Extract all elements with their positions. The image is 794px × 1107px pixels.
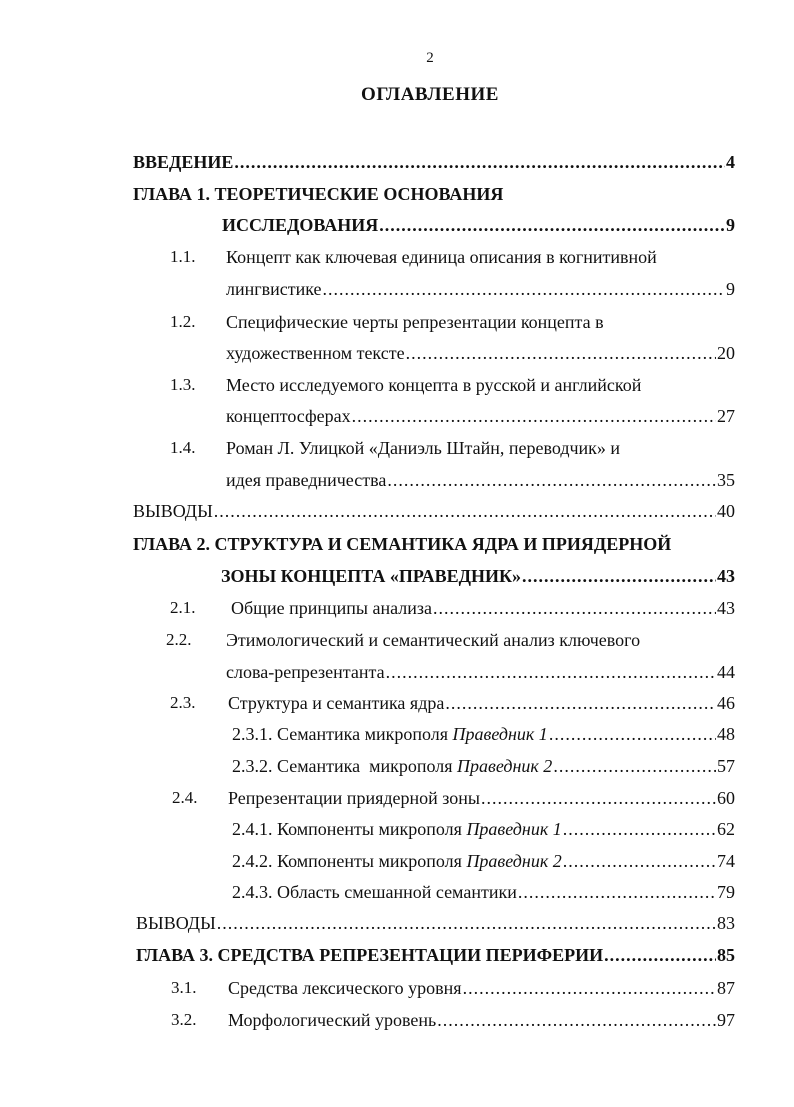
toc-section-number: 1.2. <box>170 312 196 331</box>
dot-leader <box>481 786 716 810</box>
toc-entry-label: 2.3.2. Семантика микрополя <box>232 756 457 776</box>
dot-leader <box>463 976 716 1000</box>
toc-entry-text: Структура и семантика ядра <box>228 693 445 713</box>
toc-page-number: 79 <box>717 882 735 902</box>
toc-entry-text: концептосферах <box>226 406 351 426</box>
toc-section-2-2-title: Этимологический и семантический анализ ключевого <box>226 630 641 650</box>
toc-page-number: 46 <box>717 693 735 713</box>
toc-entry-text: Общие принципы анализа <box>231 598 433 618</box>
toc-entry-text: ЗОНЫ КОНЦЕПТА «ПРАВЕДНИК» <box>221 566 522 586</box>
toc-section-number: 1.1. <box>170 247 196 266</box>
toc-page-number: 4 <box>726 152 735 172</box>
toc-entry-italic: Праведник 1 <box>466 819 562 839</box>
toc-section-1-4-title: Роман Л. Улицкой «Даниэль Штайн, переводчик» и <box>226 438 621 458</box>
toc-entry-italic: Праведник 1 <box>452 724 548 744</box>
dot-leader <box>563 817 716 841</box>
dot-leader <box>323 277 725 301</box>
toc-entry-text: Средства лексического уровня <box>228 978 462 998</box>
toc-page-number: 9 <box>726 215 735 235</box>
page-number: 2 <box>426 50 434 66</box>
toc-section-3-2-entry <box>228 1008 735 1032</box>
toc-page-number: 62 <box>717 819 735 839</box>
toc-section-number: 2.3. <box>170 693 196 712</box>
toc-section-number: 1.3. <box>170 375 196 394</box>
dot-leader <box>604 943 716 967</box>
dot-leader <box>553 754 716 778</box>
dot-leader <box>406 341 716 365</box>
dot-leader <box>214 499 716 523</box>
toc-section-number: 3.2. <box>171 1010 197 1029</box>
toc-heading: ОГЛАВЛЕНИЕ <box>361 84 499 105</box>
toc-entry-text: ВЫВОДЫ <box>133 501 213 521</box>
dot-leader <box>549 722 716 746</box>
toc-entry-label: 2.4.2. Компоненты микрополя <box>232 851 467 871</box>
toc-entry-text: ВВЕДЕНИЕ <box>133 152 234 172</box>
toc-page-number: 43 <box>717 566 735 586</box>
dot-leader <box>518 880 716 904</box>
toc-page-number: 57 <box>717 756 735 776</box>
toc-section-1-2-title: Специфические черты репрезентации концепта в <box>226 312 604 332</box>
toc-subsection-2-4-2-entry <box>232 849 735 873</box>
toc-entry-introduction <box>133 150 735 174</box>
toc-section-1-1-title: Концепт как ключевая единица описания в когнитивной <box>226 247 657 267</box>
toc-section-number: 2.2. <box>166 630 192 649</box>
toc-page-number: 83 <box>717 913 735 933</box>
toc-chapter-3-entry <box>136 943 735 967</box>
toc-entry-text: слова-репрезентанта <box>226 662 385 682</box>
toc-section-1-4-entry <box>226 468 735 492</box>
toc-chapter-2-title: ГЛАВА 2. СТРУКТУРА И СЕМАНТИКА ЯДРА И ПРИЯДЕРНОЙ <box>133 534 672 554</box>
toc-entry-text <box>232 849 562 873</box>
toc-entry-text: художественном тексте <box>226 343 405 363</box>
toc-entry-label: 2.3.1. Семантика микрополя <box>232 724 453 744</box>
toc-entry-text <box>232 754 552 778</box>
toc-section-2-3-entry <box>228 691 735 715</box>
toc-section-number: 3.1. <box>171 978 197 997</box>
toc-entry-text: 2.4.3. Область смешанной семантики <box>232 882 517 902</box>
dot-leader <box>437 1008 716 1032</box>
toc-entry-text: ВЫВОДЫ <box>136 913 216 933</box>
toc-section-number: 2.1. <box>170 598 196 617</box>
dot-leader <box>522 564 716 588</box>
toc-subsection-2-3-2-entry <box>232 754 735 778</box>
toc-entry-text: идея праведничества <box>226 470 387 490</box>
toc-entry-conclusions-1 <box>133 499 735 523</box>
toc-page-number: 27 <box>717 406 735 426</box>
dot-leader <box>563 849 716 873</box>
toc-chapter-1-entry <box>222 213 735 237</box>
toc-page-number: 35 <box>717 470 735 490</box>
toc-entry-label: 2.4.1. Компоненты микрополя <box>232 819 467 839</box>
dot-leader <box>387 468 716 492</box>
toc-page-number: 60 <box>717 788 735 808</box>
toc-page-number: 44 <box>717 662 735 682</box>
toc-page-number: 97 <box>717 1010 735 1030</box>
toc-page-number: 85 <box>717 945 735 965</box>
dot-leader <box>352 404 716 428</box>
toc-entry-text <box>232 817 562 841</box>
dot-leader <box>234 150 725 174</box>
toc-page-number: 87 <box>717 978 735 998</box>
toc-section-2-2-entry <box>226 660 735 684</box>
toc-entry-italic: Праведник 2 <box>457 756 553 776</box>
toc-subsection-2-4-3-entry <box>232 880 735 904</box>
toc-subsection-2-3-1-entry <box>232 722 735 746</box>
toc-section-1-3-entry <box>226 404 735 428</box>
toc-page-number: 9 <box>726 279 735 299</box>
dot-leader <box>433 596 716 620</box>
toc-section-1-2-entry <box>226 341 735 365</box>
toc-section-1-3-title: Место исследуемого концепта в русской и английской <box>226 375 642 395</box>
toc-page-number: 48 <box>717 724 735 744</box>
toc-page-number: 40 <box>717 501 735 521</box>
dot-leader <box>386 660 716 684</box>
toc-entry-conclusions-2 <box>136 911 735 935</box>
toc-entry-text: Морфологический уровень <box>228 1010 437 1030</box>
toc-section-number: 1.4. <box>170 438 196 457</box>
toc-chapter-2-entry <box>221 564 735 588</box>
toc-page-number: 43 <box>717 598 735 618</box>
dot-leader <box>379 213 725 237</box>
toc-entry-text: лингвистике <box>226 279 322 299</box>
toc-page-number: 74 <box>717 851 735 871</box>
toc-subsection-2-4-1-entry <box>232 817 735 841</box>
toc-page-number: 20 <box>717 343 735 363</box>
toc-entry-text: Репрезентации приядерной зоны <box>228 788 480 808</box>
toc-section-2-1-entry <box>231 596 735 620</box>
toc-section-1-1-entry <box>226 277 735 301</box>
dot-leader <box>217 911 716 935</box>
toc-entry-text: ГЛАВА 3. СРЕДСТВА РЕПРЕЗЕНТАЦИИ ПЕРИФЕРИИ <box>136 945 604 965</box>
toc-entry-text: ИССЛЕДОВАНИЯ <box>222 215 379 235</box>
toc-section-number: 2.4. <box>172 788 198 807</box>
toc-entry-italic: Праведник 2 <box>466 851 562 871</box>
toc-chapter-1-title: ГЛАВА 1. ТЕОРЕТИЧЕСКИЕ ОСНОВАНИЯ <box>133 184 504 204</box>
toc-entry-text <box>232 722 548 746</box>
toc-section-3-1-entry <box>228 976 735 1000</box>
dot-leader <box>445 691 716 715</box>
toc-section-2-4-entry <box>228 786 735 810</box>
